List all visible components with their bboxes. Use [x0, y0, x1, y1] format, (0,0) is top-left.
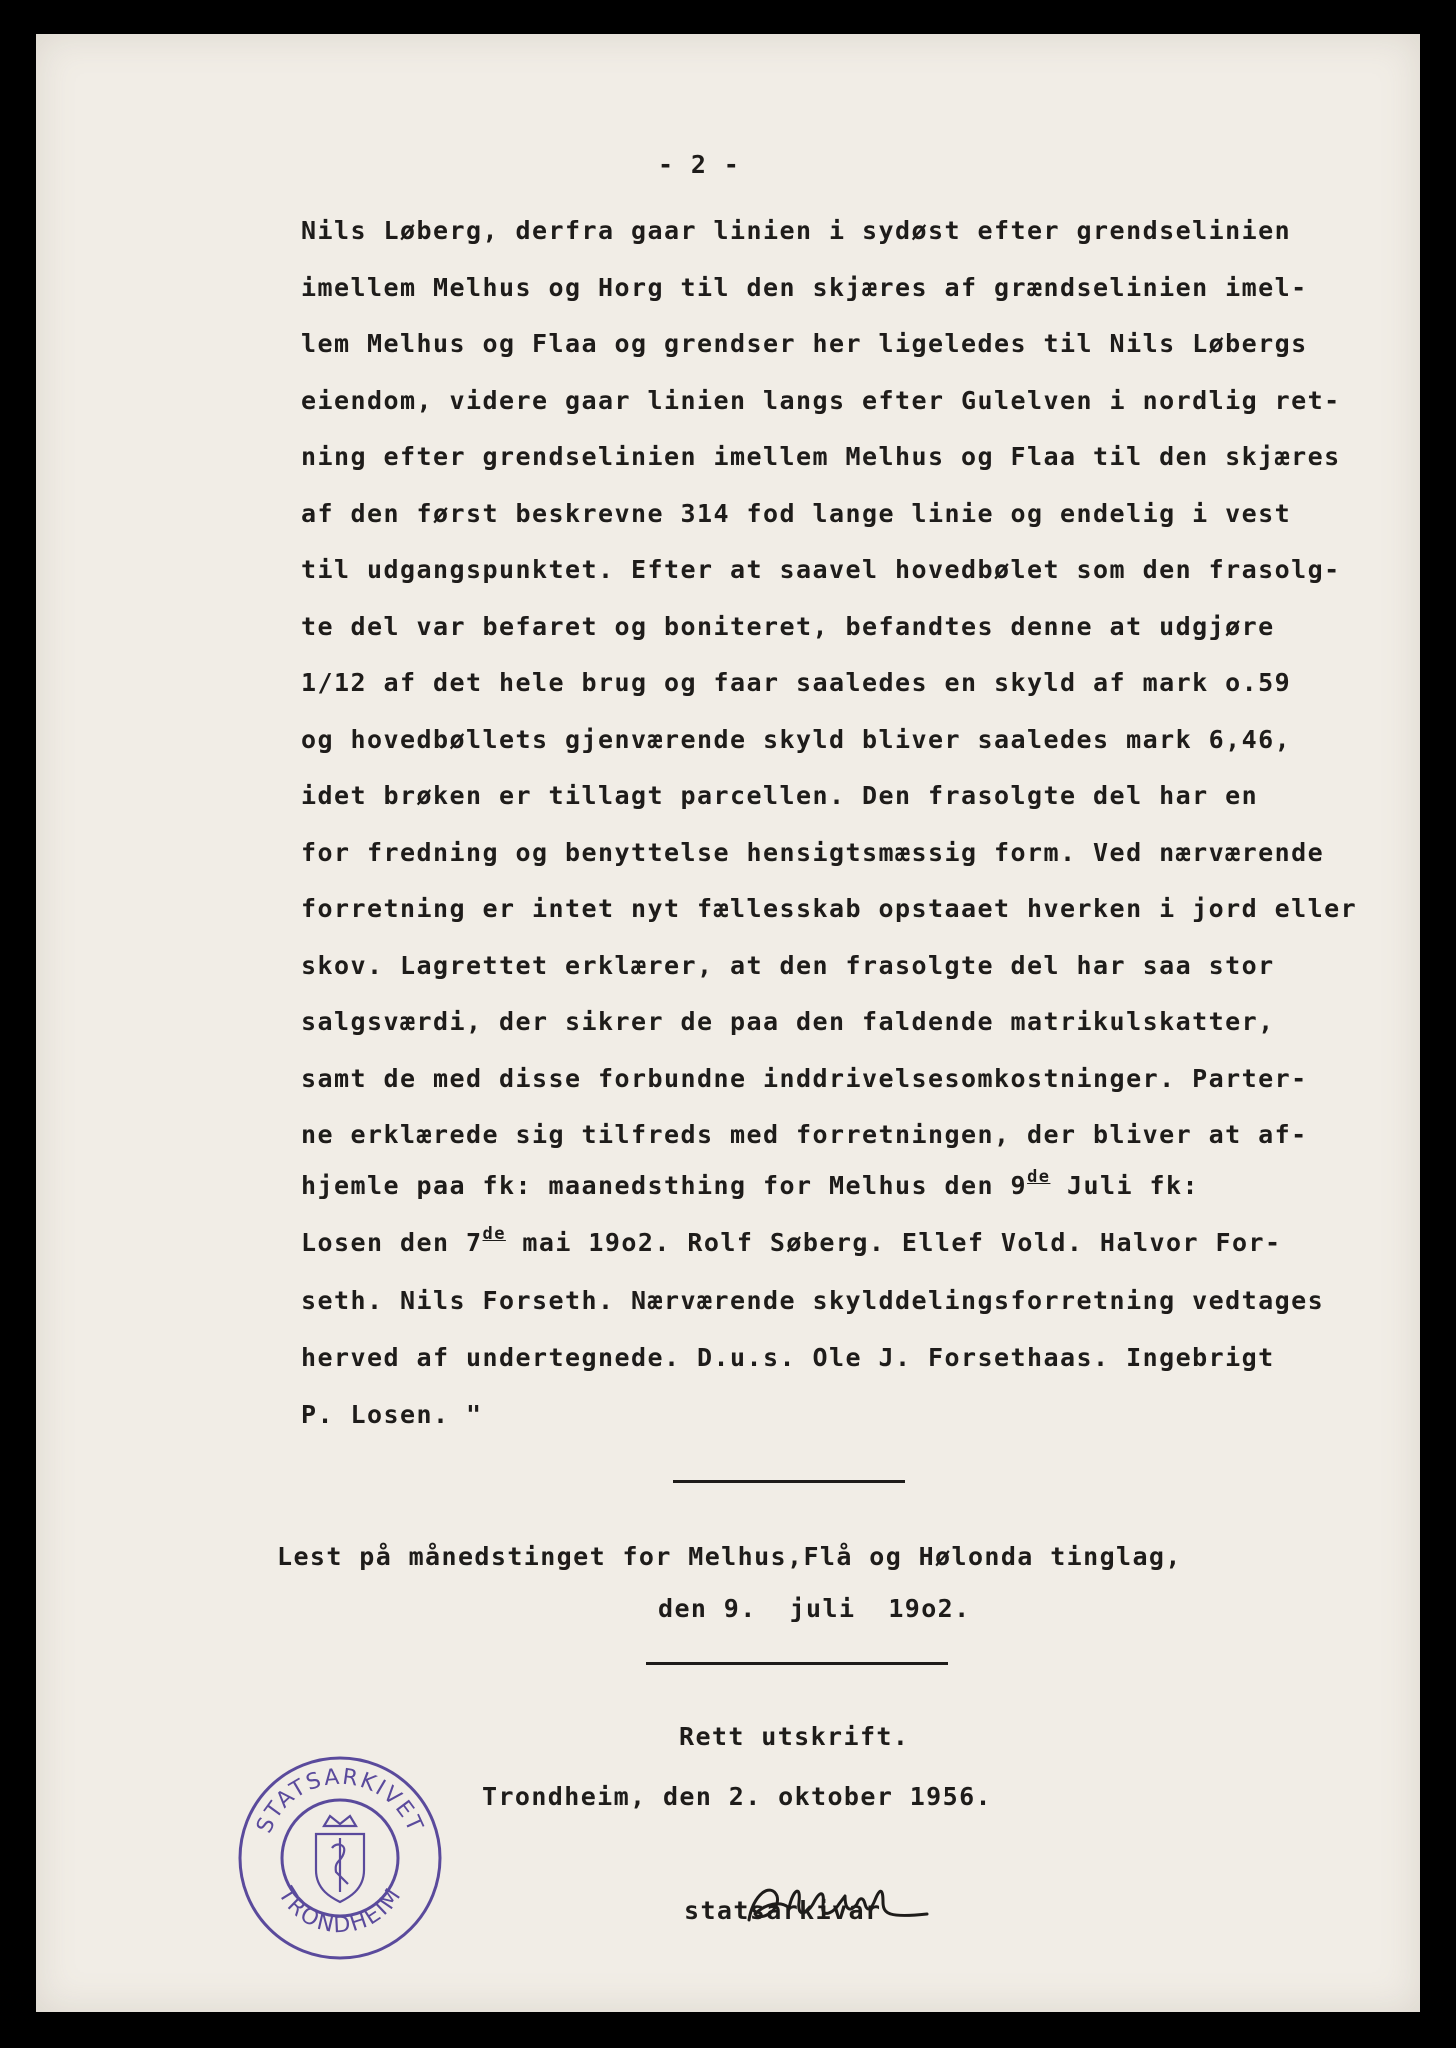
body-line-5: ning efter grendselinien imellem Melhus og Flaa til den skjæres [301, 442, 1341, 471]
body-line-10: og hovedbøllets gjenværende skyld bliver saaledes mark 6,46, [301, 724, 1292, 754]
reading-date: den 9. juli 19o2. [658, 1594, 971, 1623]
signer-title: statsarkivar [684, 1896, 882, 1925]
ordinal-suffix: de [482, 1224, 506, 1244]
body-line-9: 1/12 af det hele brug og faar saaledes en skyld af mark o.59 [301, 668, 1292, 697]
divider-rule [673, 1480, 905, 1483]
body-line-12: for fredning og benyttelse hensigtsmæssig form. Ved nærværende [301, 837, 1325, 867]
body-line-15: salgsværdi, der sikrer de paa den faldende matrikulskatter, [301, 1007, 1275, 1036]
body-line-20: seth. Nils Forseth. Nærværende skylddelingsforretning vedtages [301, 1286, 1325, 1315]
coat-of-arms-icon [316, 1816, 364, 1902]
page-number: - 2 - [658, 150, 741, 179]
reading-note: Lest på månedstinget for Melhus,Flå og Hølonda tinglag, [277, 1542, 1182, 1571]
body-line-19 [301, 1224, 1282, 1257]
body-line-19-tail: mai 19o2. Rolf Søberg. Ellef Vold. Halvor For- [505, 1228, 1282, 1257]
body-line-13: forretning er intet nyt fællesskab opstaaet hverken i jord eller [301, 894, 1358, 923]
handwritten-signature [741, 1874, 931, 1936]
body-line-6: af den først beskrevne 314 fod lange linie og endelig i vest [301, 498, 1292, 528]
body-line-8: te del var befaret og boniteret, befandtes denne at udgjøre [301, 611, 1275, 641]
certification-text: Rett utskrift. [679, 1722, 910, 1751]
body-line-14: skov. Lagrettet erklærer, at den frasolgte del har saa stor [301, 950, 1275, 980]
body-line-3: lem Melhus og Flaa og grendser her ligeledes til Nils Løbergs [301, 329, 1308, 358]
body-line-18-text: hjemle paa fk: maanedsthing for Melhus den 9 [301, 1171, 1028, 1200]
body-line-1: Nils Løberg, derfra gaar linien i sydøst efter grendselinien [301, 216, 1292, 245]
document-page [36, 34, 1420, 2012]
body-line-21: herved af undertegnede. D.u.s. Ole J. Forsethaas. Ingebrigt [301, 1343, 1275, 1372]
body-line-11: idet brøken er tillagt parcellen. Den frasolgte del har en [301, 781, 1259, 810]
body-line-17: ne erklærede sig tilfreds med forretningen, der bliver at af- [301, 1120, 1308, 1149]
body-line-22: P. Losen. " [301, 1400, 483, 1429]
body-line-16: samt de med disse forbundne inddrivelsesomkostninger. Parter- [301, 1063, 1308, 1093]
stamp-bottom-text: TRONDHEIM [273, 1882, 408, 1939]
body-line-18-tail: Juli fk: [1050, 1171, 1199, 1200]
archive-stamp [236, 1752, 444, 1964]
body-line-19-text: Losen den 7 [301, 1228, 483, 1257]
divider-rule [646, 1662, 948, 1665]
body-line-4: eiendom, videre gaar linien langs efter Gulelven i nordlig ret- [301, 385, 1341, 415]
ordinal-suffix: de [1027, 1167, 1051, 1187]
place-and-date: Trondheim, den 2. oktober 1956. [482, 1782, 992, 1811]
body-line-2: imellem Melhus og Horg til den skjæres af grændselinien imel- [301, 272, 1308, 302]
body-line-7: til udgangspunktet. Efter at saavel hovedbølet som den frasolg- [301, 555, 1341, 584]
body-line-18 [301, 1167, 1199, 1200]
stamp-top-text: STATSARKIVET [252, 1764, 428, 1837]
